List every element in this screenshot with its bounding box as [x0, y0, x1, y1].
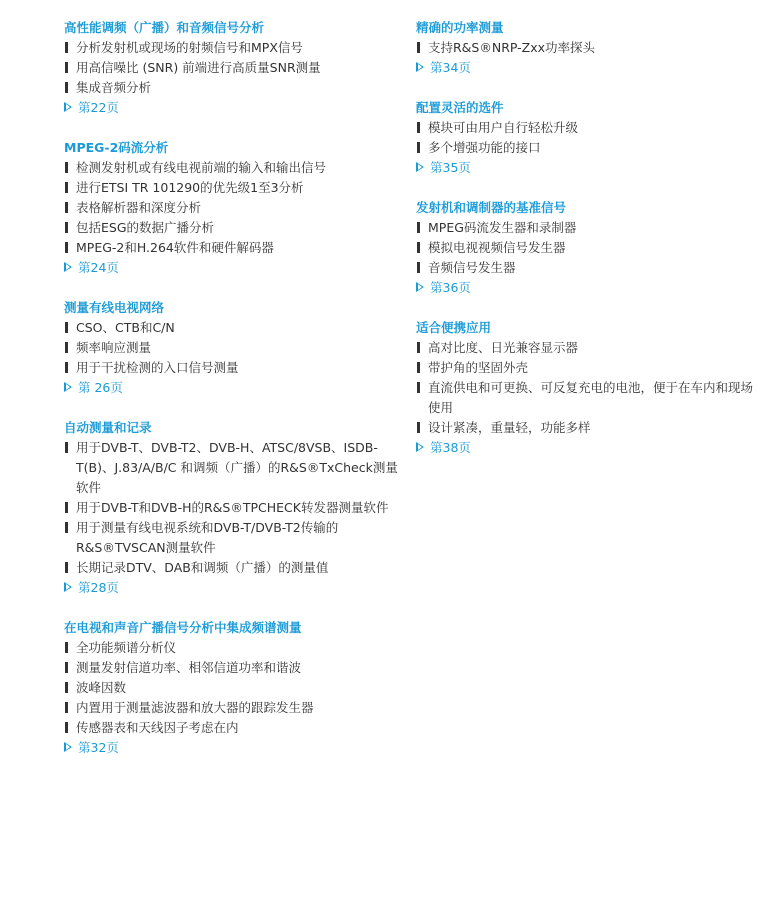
- bullet-bar-icon: [417, 142, 420, 153]
- section-heading: 配置灵活的选件: [416, 100, 504, 115]
- list-item: 高对比度、日光兼容显示器: [416, 338, 756, 358]
- bullet-bar-icon: [417, 342, 420, 353]
- page-ref-link[interactable]: 第38页: [416, 438, 756, 458]
- list-item: 集成音频分析: [64, 78, 404, 98]
- list-item: 用于干扰检测的入口信号测量: [64, 358, 404, 378]
- page-ref-link[interactable]: 第 26页: [64, 378, 404, 398]
- triangle-right-icon: [64, 102, 72, 112]
- bullet-bar-icon: [65, 442, 68, 453]
- page-ref-link[interactable]: 第28页: [64, 578, 404, 598]
- bullet-bar-icon: [417, 222, 420, 233]
- bullet-bar-icon: [65, 202, 68, 213]
- bullet-bar-icon: [65, 562, 68, 573]
- list-item: 直流供电和可更换、可反复充电的电池，便于在车内和现场使用: [416, 378, 756, 418]
- bullet-bar-icon: [65, 642, 68, 653]
- page-ref-link[interactable]: 第36页: [416, 278, 756, 298]
- list-item: CSO、CTB和C/N: [64, 318, 404, 338]
- section-heading: 高性能调频（广播）和音频信号分析: [64, 20, 265, 35]
- section-cable-tv: [64, 298, 404, 398]
- section-auto-measurement: [64, 418, 404, 598]
- bullet-bar-icon: [65, 722, 68, 733]
- page-ref-link[interactable]: 第22页: [64, 98, 404, 118]
- bullet-bar-icon: [65, 662, 68, 673]
- page-ref-link[interactable]: 第35页: [416, 158, 756, 178]
- list-item: MPEG-2和H.264软件和硬件解码器: [64, 238, 404, 258]
- section-fm-audio-analysis: [64, 18, 404, 118]
- triangle-right-icon: [64, 742, 72, 752]
- bullet-bar-icon: [417, 42, 420, 53]
- bullet-bar-icon: [65, 702, 68, 713]
- list-item: 波峰因数: [64, 678, 404, 698]
- list-item: 传感器表和天线因子考虑在内: [64, 718, 404, 738]
- list-item: 用高信噪比 (SNR) 前端进行高质量SNR测量: [64, 58, 404, 78]
- section-heading: 在电视和声音广播信号分析中集成频谱测量: [64, 620, 302, 635]
- bullet-bar-icon: [65, 522, 68, 533]
- list-item: 用于DVB-T和DVB-H的R&S®TPCHECK转发器测量软件: [64, 498, 404, 518]
- left-column: [64, 18, 404, 778]
- list-item: 包括ESG的数据广播分析: [64, 218, 404, 238]
- list-item: 带护角的坚固外壳: [416, 358, 756, 378]
- section-heading: 自动测量和记录: [64, 420, 152, 435]
- bullet-bar-icon: [65, 502, 68, 513]
- section-heading: MPEG-2码流分析: [64, 140, 169, 155]
- triangle-right-icon: [416, 442, 424, 452]
- section-portable: [416, 318, 756, 458]
- bullet-bar-icon: [65, 682, 68, 693]
- bullet-bar-icon: [65, 322, 68, 333]
- triangle-right-icon: [64, 382, 72, 392]
- bullet-bar-icon: [65, 222, 68, 233]
- list-item: 模拟电视视频信号发生器: [416, 238, 756, 258]
- section-heading: 测量有线电视网络: [64, 300, 165, 315]
- page-ref-link[interactable]: 第32页: [64, 738, 404, 758]
- page-ref-link[interactable]: 第24页: [64, 258, 404, 278]
- section-mpeg2-analysis: [64, 138, 404, 278]
- list-item: 设计紧凑，重量轻，功能多样: [416, 418, 756, 438]
- list-item: 音频信号发生器: [416, 258, 756, 278]
- list-item: 模块可由用户自行轻松升级: [416, 118, 756, 138]
- list-item: 进行ETSI TR 101290的优先级1至3分析: [64, 178, 404, 198]
- bullet-bar-icon: [65, 362, 68, 373]
- list-item: 检测发射机或有线电视前端的输入和输出信号: [64, 158, 404, 178]
- triangle-right-icon: [416, 282, 424, 292]
- bullet-bar-icon: [65, 62, 68, 73]
- bullet-bar-icon: [65, 42, 68, 53]
- list-item: 用于测量有线电视系统和DVB-T/DVB-T2传输的R&S®TVSCAN测量软件: [64, 518, 404, 558]
- section-heading: 精确的功率测量: [416, 20, 504, 35]
- list-item: 频率响应测量: [64, 338, 404, 358]
- triangle-right-icon: [64, 582, 72, 592]
- list-item: 多个增强功能的接口: [416, 138, 756, 158]
- list-item: 长期记录DTV、DAB和调频（广播）的测量值: [64, 558, 404, 578]
- bullet-bar-icon: [65, 242, 68, 253]
- triangle-right-icon: [416, 162, 424, 172]
- list-item: 支持R&S®NRP-Zxx功率探头: [416, 38, 756, 58]
- bullet-bar-icon: [417, 262, 420, 273]
- list-item: 全功能频谱分析仪: [64, 638, 404, 658]
- bullet-bar-icon: [417, 242, 420, 253]
- section-options: [416, 98, 756, 178]
- section-reference-signals: [416, 198, 756, 298]
- page-ref-link[interactable]: 第34页: [416, 58, 756, 78]
- bullet-bar-icon: [417, 422, 420, 433]
- list-item: 分析发射机或现场的射频信号和MPX信号: [64, 38, 404, 58]
- bullet-bar-icon: [417, 382, 420, 393]
- section-spectrum-measurement: [64, 618, 404, 758]
- list-item: 表格解析器和深度分析: [64, 198, 404, 218]
- bullet-bar-icon: [65, 162, 68, 173]
- bullet-bar-icon: [65, 82, 68, 93]
- triangle-right-icon: [416, 62, 424, 72]
- bullet-bar-icon: [65, 182, 68, 193]
- list-item: 内置用于测量滤波器和放大器的跟踪发生器: [64, 698, 404, 718]
- list-item: MPEG码流发生器和录制器: [416, 218, 756, 238]
- section-heading: 发射机和调制器的基准信号: [416, 200, 567, 215]
- triangle-right-icon: [64, 262, 72, 272]
- section-heading: 适合便携应用: [416, 320, 492, 335]
- bullet-bar-icon: [65, 342, 68, 353]
- bullet-bar-icon: [417, 122, 420, 133]
- list-item: 测量发射信道功率、相邻信道功率和谐波: [64, 658, 404, 678]
- list-item: 用于DVB-T、DVB-T2、DVB-H、ATSC/8VSB、ISDB-T(B)、J.83/A/B/C 和调频（广播）的R&S®TxCheck测量软件: [64, 438, 404, 498]
- bullet-bar-icon: [417, 362, 420, 373]
- section-power-measurement: [416, 18, 756, 78]
- right-column: [416, 18, 756, 478]
